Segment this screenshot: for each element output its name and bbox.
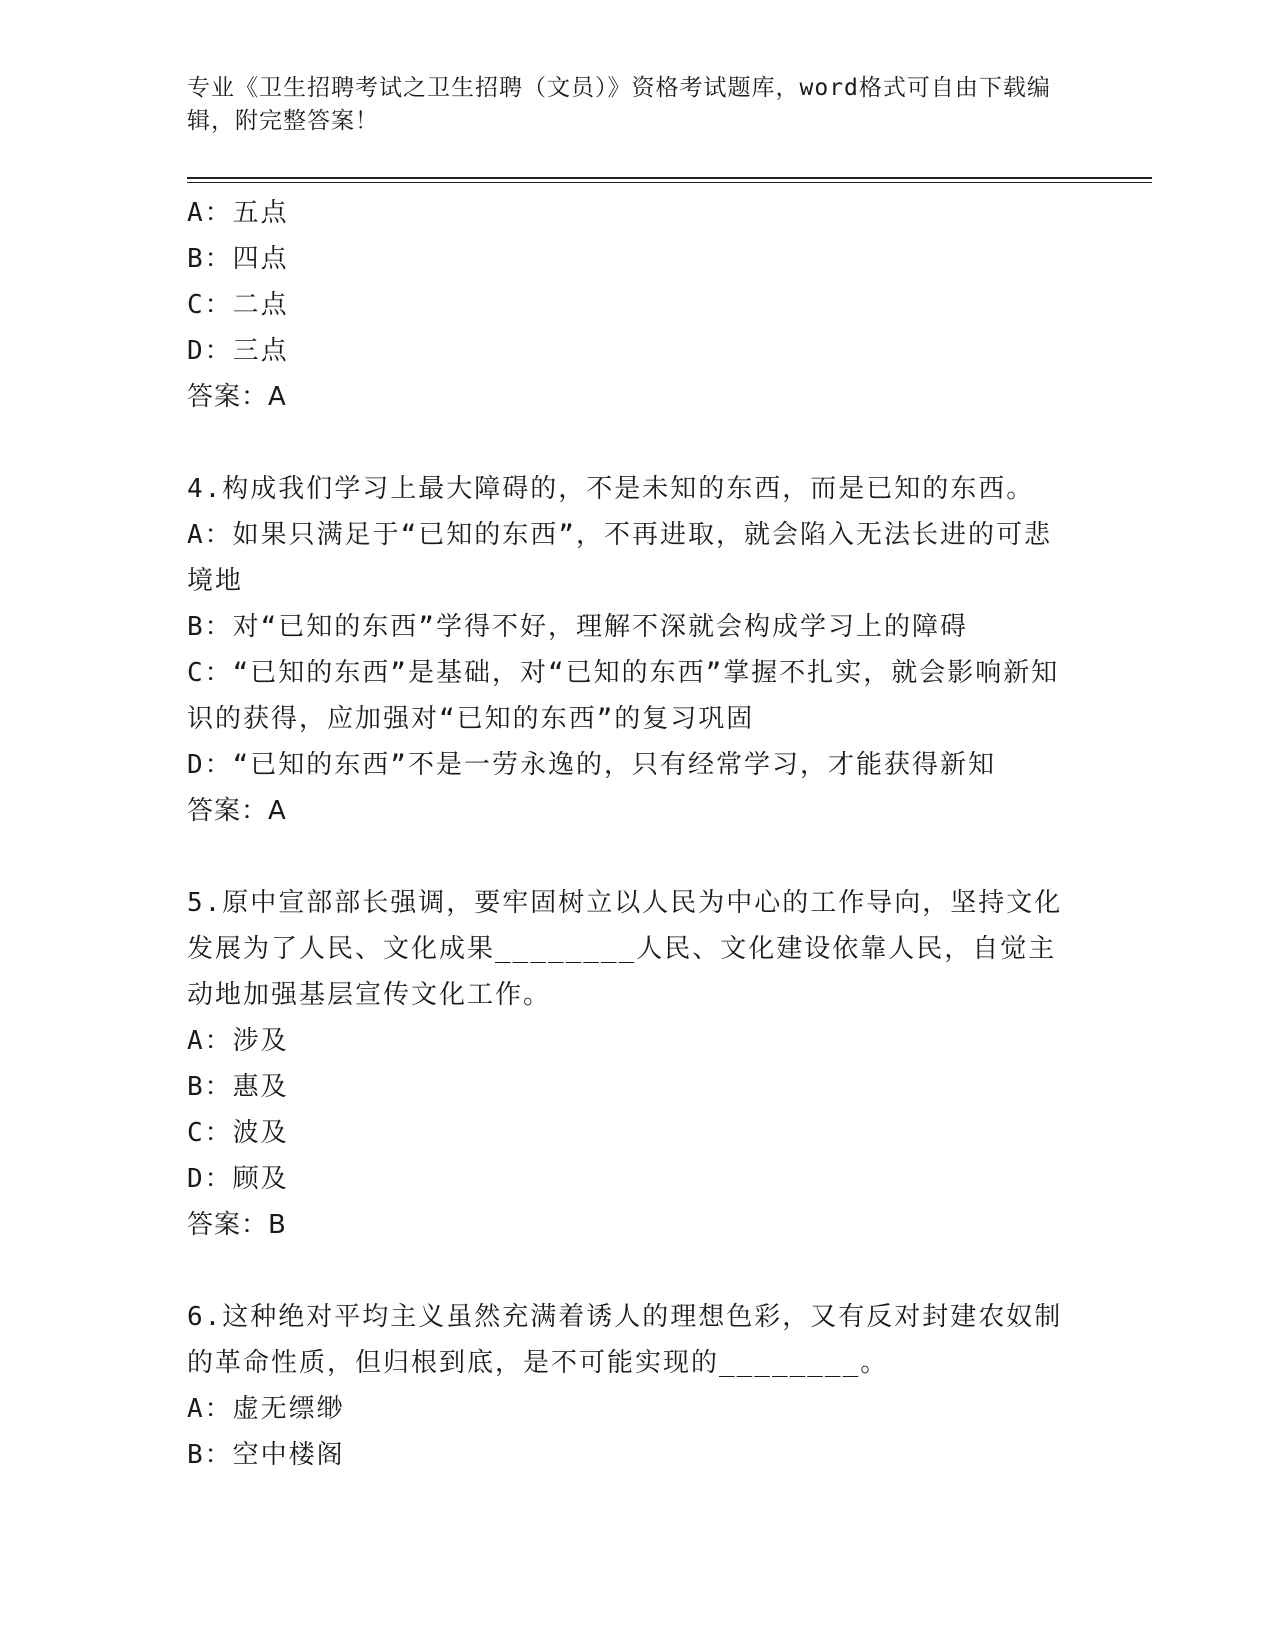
question-stem: 5.原中宣部部长强调，要牢固树立以人民为中心的工作导向，坚持文化发展为了人民、文化成果________人民、文化建设依靠人民，自觉主动地加强基层宣传文化工作。 bbox=[187, 888, 1063, 1010]
answer: 答案：A bbox=[187, 382, 287, 412]
option-d: D：“已知的东西”不是一劳永逸的，只有经常学习，才能获得新知 bbox=[187, 750, 996, 780]
option-b: B：四点 bbox=[187, 244, 289, 274]
spacer bbox=[187, 1248, 1077, 1294]
question-3-tail bbox=[187, 190, 1077, 420]
option-c: C：二点 bbox=[187, 290, 289, 320]
question-stem: 6.这种绝对平均主义虽然充满着诱人的理想色彩，又有反对封建农奴制的革命性质，但归根到底，是不可能实现的________。 bbox=[187, 1302, 1063, 1378]
answer: 答案：A bbox=[187, 796, 287, 826]
spacer bbox=[187, 834, 1077, 880]
header-divider-thick bbox=[187, 177, 1152, 179]
spacer bbox=[187, 420, 1077, 466]
option-c: C：“已知的东西”是基础，对“已知的东西”掌握不扎实，就会影响新知识的获得，应加强对“已知的东西”的复习巩固 bbox=[187, 658, 1060, 734]
option-d: D：三点 bbox=[187, 336, 289, 366]
option-a: A：涉及 bbox=[187, 1026, 289, 1056]
option-b: B：对“已知的东西”学得不好，理解不深就会构成学习上的障碍 bbox=[187, 612, 968, 642]
question-content bbox=[187, 190, 1077, 1478]
option-c: C：波及 bbox=[187, 1118, 289, 1148]
question-5 bbox=[187, 880, 1077, 1248]
header-divider-thin bbox=[187, 182, 1152, 183]
option-a: A：五点 bbox=[187, 198, 289, 228]
option-b: B：惠及 bbox=[187, 1072, 289, 1102]
question-4 bbox=[187, 466, 1077, 834]
question-6 bbox=[187, 1294, 1077, 1478]
answer: 答案：B bbox=[187, 1210, 287, 1240]
header-text: 专业《卫生招聘考试之卫生招聘（文员）》资格考试题库，word格式可自由下载编辑，附完整答案！ bbox=[187, 75, 1051, 134]
option-d: D：顾及 bbox=[187, 1164, 289, 1194]
option-b: B：空中楼阁 bbox=[187, 1440, 345, 1470]
option-a: A：虚无缥缈 bbox=[187, 1394, 345, 1424]
question-stem: 4.构成我们学习上最大障碍的，不是未知的东西，而是已知的东西。 bbox=[187, 474, 1035, 504]
option-a: A：如果只满足于“已知的东西”，不再进取，就会陷入无法长进的可悲境地 bbox=[187, 520, 1052, 596]
